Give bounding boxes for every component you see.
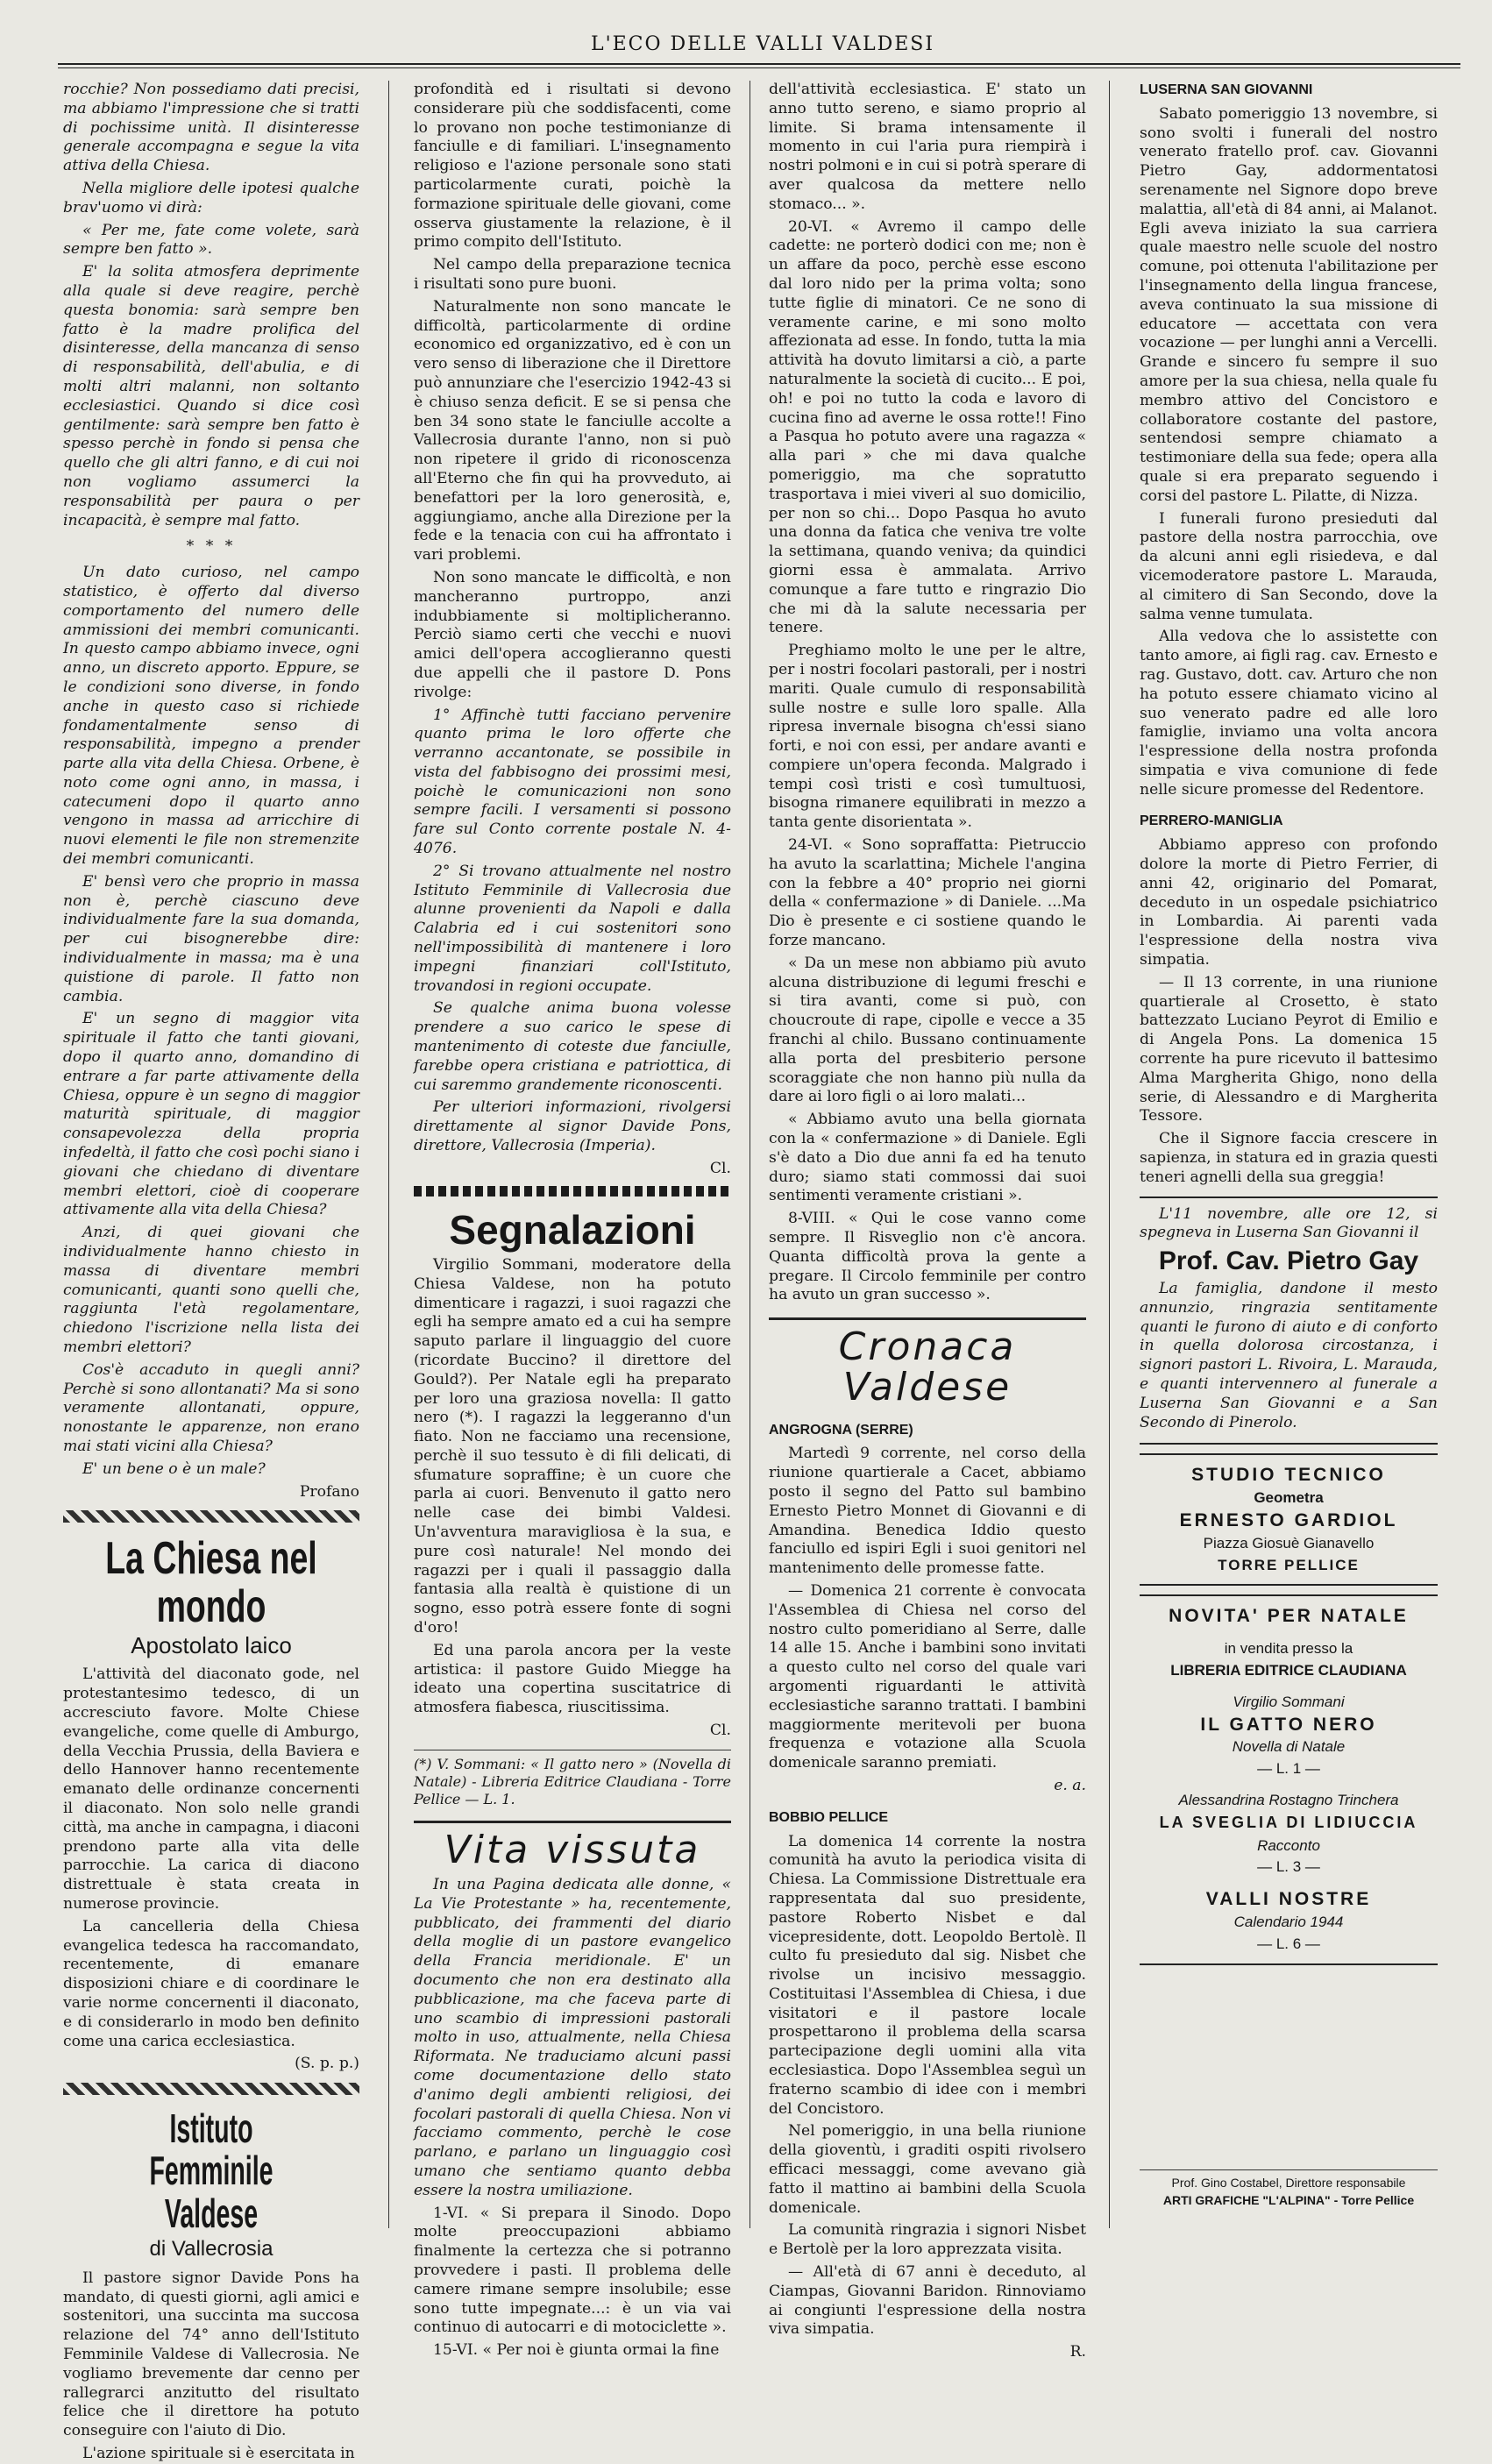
author-signature: Profano <box>299 1482 359 1501</box>
ornamental-divider <box>63 1510 359 1523</box>
paragraph: Nel pomeriggio, in una bella riunione della gioventù, i graditi ospiti rivolsero efficaci messaggi, come avevano già fatto il mattino ai bambini della Scuola domenicale. <box>769 2122 1086 2217</box>
book-subtitle: Novella di Natale <box>1232 1738 1346 1756</box>
death-notice <box>1140 1196 1438 1445</box>
paragraph: — Domenica 21 corrente è convocata l'Assemblea di Chiesa nel corso del nostro culto pomeridiano al Serre, dalle 14 alle 15. Anche i bambini sono invitati a questo culto nel corso del quale vari argomenti riguardanti le attività ecclesiastiche saranno trattati. I bambini maggiormente meritevoli per buona frequenza e votazione alla Scuola domenicale saranno premiati. <box>769 1581 1086 1772</box>
section-stars: * * * <box>186 537 237 556</box>
paragraph: E' bensì vero che proprio in massa non è, perchè ciascuno deve individualmente fare la sua domanda, per cui bisognerebbe dire: individualmente in massa; ma è una quistione di parole. Il fatto non cambia. <box>63 872 359 1005</box>
paragraph: — Il 13 corrente, in una riunione quartierale al Crosetto, è stato battezzato Luciano Peyrot di Emilio e di Angela Pons. La domenica 15 corrente ha pure ricevuto il battesimo Alma Margherita Ghigo, nono della serie, di Alessandro e di Margherita Tessore. <box>1140 973 1438 1125</box>
author-signature: (S. p. p.) <box>295 2055 359 2073</box>
ad-line: TORRE PELLICE <box>1218 1556 1360 1573</box>
ad-line: in vendita presso la <box>1224 1640 1353 1658</box>
section-perrero-maniglia: PERRERO-MANIGLIA <box>1140 813 1283 829</box>
masthead-rule-thin <box>58 67 1460 68</box>
column-rule <box>1109 81 1110 2228</box>
ornamental-divider <box>63 2083 359 2095</box>
paragraph: rocchie? Non possediamo dati precisi, ma abbiamo l'impressione che si tratti di pochissime unità. Il disinteresse generale accompagna e segue la vita attiva della Chiesa. <box>63 81 359 175</box>
ad-line: Geometra <box>1254 1489 1324 1507</box>
paragraph: 15-VI. « Per noi è giunta ormai la fine <box>433 2341 720 2360</box>
paragraph: 2° Si trovano attualmente nel nostro Istituto Femminile di Vallecrosia due alunne provenienti da Napoli e dalla Calabria ed i cui sostenitori sono nell'impossibilità di mantenere i loro impegni finanziari coll'Istituto, trovandosi in regioni occupate. <box>414 862 731 995</box>
book-price: — L. 6 — <box>1257 1935 1320 1952</box>
ad-studio-tecnico <box>1140 1453 1438 1586</box>
book-subtitle: Racconto <box>1257 1836 1320 1854</box>
author-signature: Cl. <box>709 1722 731 1740</box>
paragraph: 1-VI. « Si prepara il Sinodo. Dopo molte preoccupazioni abbiamo finalmente la certezza che si potranno provvedere i pasti. Il problema delle camere rimane sempre insolubile; esse sono tutte impegnate...: è un via vai continuo di autocarri e di motociclette ». <box>414 2204 731 2337</box>
author-signature: R. <box>1069 2343 1086 2361</box>
paragraph: Che il Signore faccia crescere in sapienza, in statura ed in grazia questi teneri agnelli della sua greggia! <box>1140 1130 1438 1186</box>
notice-name: Prof. Cav. Pietro Gay <box>1158 1246 1419 1276</box>
notice-intro: L'11 novembre, alle ore 12, si spegneva in Luserna San Giovanni il <box>1140 1204 1438 1242</box>
subheadline-vallecrosia: di Vallecrosia <box>149 2236 274 2261</box>
column-4 <box>1140 81 1438 2219</box>
paragraph: Anzi, di quei giovani che individualmente hanno chiesto in massa di diventare membri comunicanti, quanti sono quelli che, raggiunta l'età regolamentare, chiedono l'iscrizione nella lista dei membri elettori? <box>63 1224 359 1356</box>
impressum-printer: ARTI GRAFICHE "L'ALPINA" - Torre Pellice <box>1162 2193 1415 2207</box>
subheadline-apostolato-laico: Apostolato laico <box>131 1631 292 1658</box>
ornamental-divider <box>414 1186 731 1196</box>
section-bobbio-pellice: BOBBIO PELLICE <box>769 1809 889 1825</box>
headline-istituto-femminile: Istituto Femminile Valdese <box>149 2105 274 2236</box>
paragraph: « Da un mese non abbiamo più avuto alcuna distribuzione di legumi freschi e si tira avanti, come si può, con choucroute di rape, cipolle e vecce a 35 franchi al chilo. Bussano continuamente alla porta del presbiterio persone scoraggiate che non hanno più nulla da dare ai loro figli o ai loro malati... <box>769 954 1086 1106</box>
paragraph: La domenica 14 corrente la nostra comunità ha avuto la periodica visita di Chiesa. La Commissione Distrettuale era rappresentata dal suo presidente, pastore Roberto Nisbet e dal vicepresidente, dott. Leopoldo Bertolè. Il culto fu presieduto dal sig. Nisbet che rivolse un incisivo messaggio. Costituitasi l'Assemblea di Chiesa, i due visitatori e il pastore locale prospettarono il problema della scarsa partecipazione degli uomini alla vita ecclesiastica. Dopo l'Assemblea seguì un fraterno scambio di idee con i membri del Concistoro. <box>769 1832 1086 2118</box>
paragraph: Abbiamo appreso con profondo dolore la morte di Pietro Ferrier, di anni 42, originario del Pomarat, deceduto in un ospedale psichiatrico in Lombardia. Ai parenti vada l'espressione della nostra viva simpatia. <box>1140 836 1438 969</box>
impressum-director: Prof. Gino Costabel, Direttore responsabile <box>1171 2176 1406 2190</box>
paragraph: Nel campo della preparazione tecnica i risultati sono pure buoni. <box>414 256 731 293</box>
paragraph: Sabato pomeriggio 13 novembre, si sono svolti i funerali del nostro venerato fratello prof. cav. Giovanni Pietro Gay, addormentatosi serenamente nel Signore dopo breve malattia, all'età di 84 anni, ai Malanot. Egli aveva iniziato la sua carriera quale maestro nelle scuole del nostro comune, poi ottenuta l'abilitazione per l'insegnamento della lingua francese, aveva continuato la sua missione di educatore — accettata con vera vocazione — per lunghi anni a Vercelli. Grande e sincero fu sempre il suo amore per la sua chiesa, nella quale fu membro attivo del Concistoro e collaboratore costante del pastore, sentendosi sempre chiamato a testimoniare della sua fede; opera alla quale si era preparato seguendo i corsi del pastore L. Pilatte, di Nizza. <box>1140 104 1438 505</box>
paragraph: Ed una parola ancora per la veste artistica: il pastore Guido Miegge ha ideato una copertina suscitatrice di atmosfera fiabesca, riuscitissima. <box>414 1641 731 1717</box>
ad-line: Piazza Giosuè Gianavello <box>1203 1534 1375 1552</box>
paragraph: E' un bene o è un male? <box>82 1459 266 1478</box>
ad-line: LIBRERIA EDITRICE CLAUDIANA <box>1170 1661 1407 1679</box>
paragraph: La comunità ringrazia i signori Nisbet e Bertolè per la loro apprezzata visita. <box>769 2221 1086 2259</box>
book-title: LA SVEGLIA DI LIDIUCCIA <box>1159 1813 1418 1831</box>
column-3 <box>769 81 1086 2361</box>
book-price: — L. 1 — <box>1257 1760 1320 1778</box>
paragraph: 20-VI. « Avremo il campo delle cadette: ne porterò dodici con me; non è un affare da poco, perchè esse escono dal loro nido per la prima volta; sono tutte figlie di minatori. Ce ne sono di veramente carine, e mi sono molto affezionata ad esse. In fondo, tutta la mia attività ha dovuto limitarsi a ciò, a parte naturalmente la società di cucito... E poi, oh! e poi no tutto la coda e lavoro di cucina fino ad averne le ossa rotte!! Fino a Pasqua ho potuto avere una ragazza « alla pari » che mi dava qualche pomeriggio, ma che sopratutto trasportava i miei viveri al suo domicilio, per non so chi... Dopo Pasqua ho avuto una donna da fatica che veniva tre volte la settimana, quando veniva; da quindici giorni essa è ammalata. Arrivo comunque a fare tutto e ringrazio Dio che mi dà la salute necessaria per tenere. <box>769 217 1086 637</box>
paragraph: Nella migliore delle ipotesi qualche brav'uomo vi dirà: <box>63 179 359 217</box>
paragraph: « Abbiamo avuto una bella giornata con la « confermazione » di Daniele. Egli s'è dato a Dio due anni fa ed ha tenuto duro; siamo stati commossi dai suoi sentimenti veramente cristiani ». <box>769 1111 1086 1205</box>
headline-la-chiesa-nel-mondo: La Chiesa nel mondo <box>105 1533 317 1632</box>
paragraph: 8-VIII. « Qui le cose vanno come sempre. Il Risveglio non c'è ancora. Quanta difficoltà prova la gente a pregare. Il Circolo femminile per contro ha avuto un gran successo ». <box>769 1210 1086 1304</box>
paragraph: Cos'è accaduto in quegli anni? Perchè si sono allontanati? Ma si sono veramente allontanati, oppure, nonostante le apparenze, non erano mai stati vicini alla Chiesa? <box>63 1360 359 1455</box>
book-title: IL GATTO NERO <box>1200 1714 1377 1735</box>
section-luserna: LUSERNA SAN GIOVANNI <box>1140 82 1313 97</box>
headline-segnalazioni: Segnalazioni <box>449 1206 696 1253</box>
paragraph: Alla vedova che lo assistette con tanto amore, ai figli rag. cav. Ernesto e rag. Gustavo, dott. cav. Arturo che non ha potuto essere chiamato vicino al suo venerato padre ed alle loro famiglie, inviamo una volta ancora l'espressione della nostra profonda simpatia e viva comunione di fede nelle sicure promesse del Redentore. <box>1140 628 1438 799</box>
book-author: Alessandrina Rostagno Trinchera <box>1178 1791 1399 1808</box>
paragraph: — All'età di 67 anni è deceduto, al Ciampas, Giovanni Baridon. Rinnoviamo ai congiunti l'espressione della nostra viva simpatia. <box>769 2263 1086 2339</box>
notice-text: La famiglia, dandone il mesto annunzio, ringrazia sentitamente quanti le furono di aiuto e di conforto in quella dolorosa circostanza, i signori pastori L. Rivoira, L. Marauda, e quanti intervennero al funerale a Luserna San Giovanni e a San Secondo di Pinerolo. <box>1140 1280 1438 1431</box>
masthead-title: L'ECO DELLE VALLI VALDESI <box>590 33 935 55</box>
paragraph: Preghiamo molto le une per le altre, per i nostri focolari pastorali, per i nostri mariti. Quale cumulo di responsabilità sulle nostre e sulle loro spalle. Alla ripresa invernale bisogna ch'essi siano forti, e noi con essi, per andare avanti e compiere un'opera feconda. Malgrado i tempi così tristi e così tumultuosi, bisogna rimanere equilibrati in mezzo a tanta gente disorientata ». <box>769 642 1086 832</box>
author-signature: e. a. <box>1054 1776 1086 1794</box>
book-title: VALLI NOSTRE <box>1205 1889 1372 1910</box>
paragraph: E' un segno di maggior vita spirituale il fatto che tanti giovani, dopo il quarto anno, domandino di entrare a far parte attivamente della Chiesa, oppure è un segno di maggior maturità spirituale, di maggior consapevolezza della propria infedeltà, il fatto che così pochi siano i giovani che chiedano di diventare membri elettori, cioè di cooperare attivamente alla vita della Chiesa? <box>63 1010 359 1219</box>
ad-novita-natale <box>1140 1594 1438 1964</box>
ad-line: ERNESTO GARDIOL <box>1179 1509 1398 1530</box>
column-1 <box>63 81 359 2462</box>
paragraph: dell'attività ecclesiastica. E' stato un anno tutto sereno, e siamo proprio al limite. Si brama intensamente il momento in cui l'aria pura riempirà i nostri polmoni e in cui si potrà sperare di aver qualcosa da mettere nello stomaco... ». <box>769 81 1086 213</box>
ad-title: NOVITA' PER NATALE <box>1169 1606 1409 1627</box>
paragraph: L'azione spirituale si è esercitata in <box>82 2444 355 2462</box>
impressum <box>1140 2169 1438 2207</box>
ad-line: STUDIO TECNICO <box>1191 1465 1386 1486</box>
footnote: (*) V. Sommani: « Il gatto nero » (Novella di Natale) - Libreria Editrice Claudiana - Torre Pellice — L. 1. <box>414 1750 731 1808</box>
masthead-rule <box>58 63 1460 65</box>
paragraph: In una Pagina dedicata alle donne, « La Vie Protestante » ha, recentemente, pubblicato, dei frammenti del diario della moglie di un pastore evangelico della Francia meridionale. E' un documento che non era destinato alla pubblicazione, ma che faceva parte di uno scambio di impressioni pastorali molto in uso, attualmente, nella Chiesa Riformata. Ne traduciamo alcuni passi come documentazione dello stato d'animo degli ambienti religiosi, dei focolari pastorali di quella Chiesa. Non vi facciamo commento, perchè le cose parlano, e parlano un linguaggio così umano che sentiamo quanto debba essere la nostra umiliazione. <box>414 1876 731 2199</box>
author-signature: Cl. <box>709 1159 731 1177</box>
column-2 <box>414 81 731 2360</box>
headline-vita-vissuta: Vita vissuta <box>414 1821 731 1871</box>
paragraph: 1° Affinchè tutti facciano pervenire quanto prima le loro offerte che verranno accantonate, se possibile in vista del fabbisogno dei prossimi mesi, poichè le comunicazioni non sono sempre facili. I versamenti si possono fare sul Conto corrente postale N. 4-4076. <box>414 706 731 858</box>
paragraph: Un dato curioso, nel campo statistico, è offerto dal diverso comportamento del numero delle ammissioni dei membri comunicanti. In questo campo abbiamo invece, ogni anno, un discreto apporto. Eppure, se le condizioni sono diverse, in fondo anche in questo caso si richiede fondamentalmente senso di responsabilità, impegno a prender parte alla vita della Chiesa. Orbene, è noto come ogni anno, in massa, i catecumeni dopo il quarto anno vengono in massa ad arricchire di nuovi elementi le file non stremenzite dei membri comunicanti. <box>63 564 359 869</box>
paragraph: Naturalmente non sono mancate le difficoltà, particolarmente di ordine economico ed organizzativo, ed è con un vero senso di liberazione che il Direttore può annunziare che l'esercizio 1942-43 si è chiuso senza deficit. E se si pensa che ben 34 sono state le fanciulle accolte a Vallecrosia durante l'anno, non si può non ripetere il grido di riconoscenza all'Eterno che fin qui ha provveduto, ai benefattori per la loro generosità, e, aggiungiamo, anche alla Direzione per la fede e la tenacia con cui ha affrontato i vari problemi. <box>414 297 731 565</box>
paragraph: Per ulteriori informazioni, rivolgersi direttamente al signor Davide Pons, direttore, Vallecrosia (Imperia). <box>414 1098 731 1155</box>
paragraph: « Per me, fate come volete, sarà sempre ben fatto ». <box>63 221 359 259</box>
headline-cronaca-valdese: Cronaca Valdese <box>769 1317 1086 1408</box>
paragraph: E' la solita atmosfera deprimente alla quale si deve reagire, perchè questa bonomia: sarà sempre ben fatto è la madre prolifica del disinteresse, della mancanza di senso di responsabilità, dell'abulia, e di molti altri malanni, non soltanto ecclesiastici. Quando si dice così gentilmente: sarà sempre ben fatto è spesso perchè in fondo si pensa che quello che gli altri fanno, e di cui noi non vogliamo assumerci la responsabilità per paura o per incapacità, è sempre mal fatto. <box>63 263 359 529</box>
paragraph: Non sono mancate le difficoltà, e non mancheranno purtroppo, anzi indubbiamente si moltiplicheranno. Perciò siamo certi che vecchi e nuovi amici dell'opera accoglieranno questi due appelli che il pastore D. Pons rivolge: <box>414 568 731 701</box>
book-subtitle: Calendario 1944 <box>1233 1913 1344 1930</box>
book-price: — L. 3 — <box>1257 1858 1320 1876</box>
paragraph: Virgilio Sommani, moderatore della Chiesa Valdese, non ha potuto dimenticare i ragazzi, i suoi ragazzi che egli ha sempre amato ed a cui ha sempre saputo parlare il linguaggio del cuore (ricordate Buccino? il direttore del Gould?). Per Natale egli ha preparato per loro una graziosa novella: Il gatto nero (*). I ragazzi la leggeranno d'un fiato. Non ne facciamo una recensione, perchè il suo tessuto è di fili delicati, di sfumature sopraffine; è un cuore che parla ai cuori. Benvenuto il gatto nero nelle case dei bimbi Valdesi. Un'avventura maravigliosa è la sua, e pure così naturale! Nel mondo dei ragazzi per i quali il passaggio dalla fantasia alla realtà è quistione di un sogno, esso potrà essere fonte di sogni d'oro! <box>414 1255 731 1637</box>
paragraph: profondità ed i risultati si devono considerare più che soddisfacenti, come lo provano non poche testimonianze di fanciulle e di familiari. L'insegnamento religioso e l'azione personale sono stati particolarmente curati, poichè la formazione spirituale delle giovani, come osserva giustamente la relazione, è il primo compito dell'Istituto. <box>414 81 731 252</box>
paragraph: 24-VI. « Sono sopraffatta: Pietruccio ha avuto la scarlattina; Michele l'angina con la febbre a 40° proprio nei giorni della « confermazione » di Daniele. ...Ma Dio è presente e ci sostiene quando le forze mancano. <box>769 836 1086 950</box>
paragraph: Se qualche anima buona volesse prendere a suo carico le spese di mantenimento di coteste due fanciulle, farebbe opera cristiana e patriottica, di cui saremmo grandemente riconoscenti. <box>414 999 731 1094</box>
paragraph: I funerali furono presieduti dal pastore della nostra parrocchia, ove da alcuni anni egli risiedeva, e dal vicemoderatore pastore L. Marauda, al cimitero di San Secondo, dove la salma venne tumulata. <box>1140 509 1438 623</box>
paragraph: L'attività del diaconato gode, nel protestantesimo tedesco, di un accresciuto favore. Molte Chiese evangeliche, come quelle di Amburgo, della Vecchia Prussia, della Baviera e dello Hannover hanno recentemente emanato delle ordinanze concernenti il diaconato. Non solo nelle grandi città, ma anche in campagna, i diaconi prendono parte alla vita delle parrocchie. La carica di diacono distrettuale è stata creata in numerose provincie. <box>63 1665 359 1913</box>
column-rule <box>388 81 389 2228</box>
book-author: Virgilio Sommani <box>1233 1693 1345 1710</box>
paragraph: Martedì 9 corrente, nel corso della riunione quartierale a Cacet, abbiamo posto il segno del Patto sul bambino Ernesto Pietro Monnet di Giovanni e di Amandina. Benedica Iddio questo fanciullo ed ispiri Egli i suoi genitori nel mantenimento delle promesse fatte. <box>769 1445 1086 1578</box>
paragraph: Il pastore signor Davide Pons ha mandato, di questi giorni, agli amici e sostenitori, una succinta ma succosa relazione del 74° anno dell'Istituto Femminile Valdese di Vallecrosia. Ne vogliamo brevemente dar cenno per rallegrarci anzitutto del risultato felice che il direttore ha potuto conseguire con l'aiuto di Dio. <box>63 2269 359 2440</box>
section-angrogna: ANGROGNA (SERRE) <box>769 1422 913 1438</box>
paragraph: La cancelleria della Chiesa evangelica tedesca ha raccomandato, recentemente, di emanare disposizioni chiare e di coordinare le varie norme concernenti il diaconato, e di considerarlo in modo ben definito come una carica ecclesiastica. <box>63 1917 359 2050</box>
